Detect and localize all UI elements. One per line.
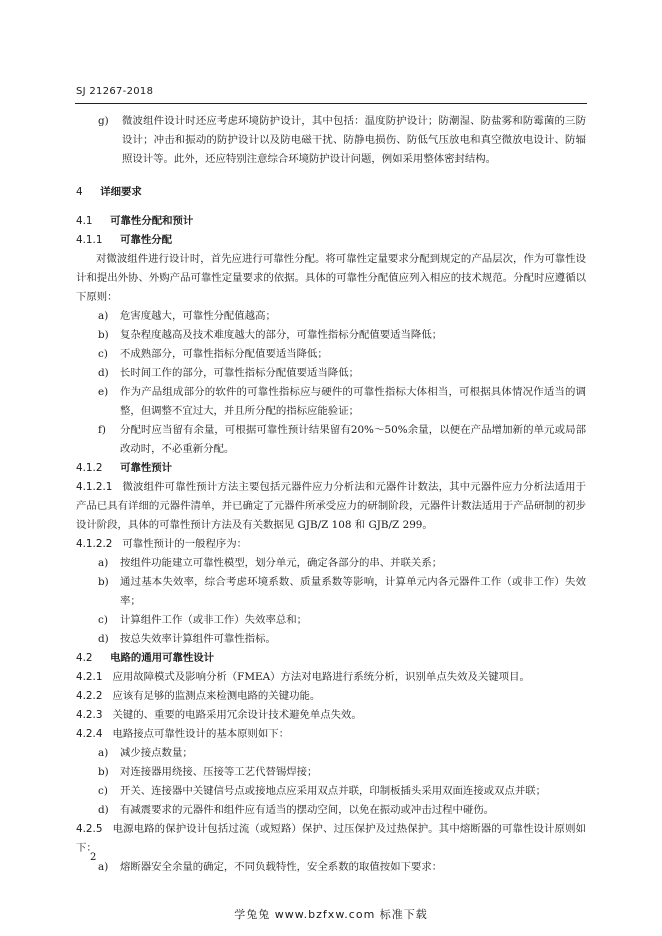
- clause-number: 4.1.2.1: [76, 481, 113, 493]
- clause-4-2-1: [76, 668, 586, 687]
- section-title: 可靠性分配: [120, 234, 173, 246]
- contact-design-list: [76, 744, 586, 820]
- list-item: [76, 763, 586, 782]
- item-label: d): [98, 367, 109, 379]
- item-label: c): [98, 785, 108, 797]
- section-4-2-heading: [76, 649, 586, 668]
- item-text: 开关、连接器中关键信号点或接地点应采用双点并联，印制板插头采用双面连接或双点并联；: [120, 785, 547, 797]
- clause-text: 电源电路的保护设计包括过流（或短路）保护、过压保护及过热保护。其中熔断器的可靠性设计原则如下：: [76, 823, 586, 854]
- item-label: a): [98, 747, 109, 759]
- clause-text: 电路接点可靠性设计的基本原则如下：: [112, 728, 290, 740]
- item-text: 有减震要求的元器件和组件应有适当的摆动空间，以免在振动或冲击过程中碰伤。: [120, 804, 495, 816]
- list-item: [76, 801, 586, 820]
- clause-4-1-2-1: [76, 478, 586, 535]
- item-text: 作为产品组成部分的软件的可靠性指标应与硬件的可靠性指标大体相当，可根据具体情况作适当的调整，但调整不宜过大，并且所分配的指标应能验证；: [120, 386, 586, 417]
- item-label: g): [98, 115, 109, 127]
- item-label: e): [98, 386, 109, 398]
- clause-text: 关键的、重要的电路采用冗余设计技术避免单点失效。: [112, 709, 362, 721]
- item-text: 危害度越大，可靠性分配值越高；: [120, 310, 276, 322]
- section-4-1-2-heading: [76, 459, 586, 478]
- item-text: 复杂程度越高及技术难度越大的部分，可靠性指标分配值要适当降低；: [120, 329, 443, 341]
- clause-number: 4.2.5: [76, 823, 103, 835]
- prediction-steps-list: [76, 554, 586, 649]
- section-number: 4.1: [76, 215, 93, 227]
- clause-4-1-2-2: [76, 535, 586, 554]
- clause-number: 4.1.2.2: [76, 538, 113, 550]
- item-label: b): [98, 329, 109, 341]
- item-label: a): [98, 557, 109, 569]
- list-item: [76, 326, 586, 345]
- list-item: [76, 307, 586, 326]
- list-item: [76, 573, 586, 611]
- clause-4-2-3: [76, 706, 586, 725]
- clause-number: 4.2.1: [76, 671, 103, 683]
- section-number: 4.2: [76, 652, 93, 664]
- item-text: 不成熟部分，可靠性指标分配值要适当降低；: [120, 348, 328, 360]
- item-text: 长时间工作的部分，可靠性指标分配值要适当降低；: [120, 367, 359, 379]
- section-4-heading: [76, 183, 586, 202]
- section-title: 电路的通用可靠性设计: [110, 652, 215, 664]
- item-label: f): [98, 424, 106, 436]
- item-text: 减少接点数量；: [120, 747, 193, 759]
- clause-number: 4.2.3: [76, 709, 103, 721]
- item-text: 通过基本失效率，综合考虑环境系数、质量系数等影响，计算单元内各元器件工作（或非工作）失效率；: [120, 576, 586, 607]
- section-number: 4: [76, 186, 83, 198]
- item-label: c): [98, 614, 108, 626]
- section-title: 可靠性分配和预计: [110, 215, 194, 227]
- clause-number: 4.2.4: [76, 728, 103, 740]
- item-label: d): [98, 633, 109, 645]
- clause-4-2-4: [76, 725, 586, 744]
- list-item: [76, 744, 586, 763]
- list-item: [76, 630, 586, 649]
- section-title: 详细要求: [100, 186, 142, 198]
- fuse-design-list: [76, 858, 586, 877]
- list-item: [76, 611, 586, 630]
- section-4-1-heading: [76, 212, 586, 231]
- item-label: d): [98, 804, 109, 816]
- clause-4-2-2: [76, 687, 586, 706]
- list-item: [76, 364, 586, 383]
- item-text: 对连接器用绕接、压接等工艺代替锡焊接；: [120, 766, 318, 778]
- item-label: a): [98, 861, 109, 873]
- item-text: 按总失效率计算组件可靠性指标。: [120, 633, 276, 645]
- section-number: 4.1.2: [76, 462, 103, 474]
- list-item: [76, 345, 586, 364]
- item-text: 按组件功能建立可靠性模型，划分单元，确定各部分的串、并联关系；: [120, 557, 443, 569]
- list-item: [76, 383, 586, 421]
- item-text: 熔断器安全余量的确定，不同负载特性，安全系数的取值按如下要求：: [120, 861, 443, 873]
- document-code: SJ 21267-2018: [76, 86, 154, 97]
- list-item: [76, 421, 586, 459]
- clause-text: 微波组件可靠性预计方法主要包括元器件应力分析法和元器件计数法，其中元器件应力分析法适用于产品已具有详细的元器件清单，并已确定了元器件所承受应力的研制阶段，元器件计数法适用于产品研制的初步设计阶段，具体的可靠性预计方法及有关数据见 GJB/Z 108 和 GJB/Z 299。: [76, 481, 586, 531]
- section-4-1-1-heading: [76, 231, 586, 250]
- header-rule: [75, 103, 587, 104]
- list-item-g: [76, 112, 586, 169]
- footer-watermark: 学兔兔 www.bzfxw.com 标准下载: [234, 908, 428, 921]
- item-text: 分配时应当留有余量，可根据可靠性预计结果留有20%～50%余量，以便在产品增加新的单元或局部改动时，不必重新分配。: [120, 424, 586, 455]
- clause-text: 可靠性预计的一般程序为：: [122, 538, 248, 550]
- clause-text: 应该有足够的监测点来检测电路的关键功能。: [112, 690, 321, 702]
- allocation-principles-list: [76, 307, 586, 459]
- list-item: [76, 782, 586, 801]
- item-text: 微波组件设计时还应考虑环境防护设计，其中包括：温度防护设计；防潮湿、防盐雾和防霉菌的三防设计；冲击和振动的防护设计以及防电磁干扰、防静电损伤、防低气压放电和真空微放电设计、防辐照设计等。此外，还应特别注意综合环境防护设计问题，例如采用整体密封结构。: [122, 115, 586, 165]
- clause-number: 4.2.2: [76, 690, 103, 702]
- paragraph: 对微波组件进行设计时，首先应进行可靠性分配。将可靠性定量要求分配到规定的产品层次，作为可靠性设计和提出外协、外购产品可靠性定量要求的依据。具体的可靠性分配值应列入相应的技术规范。分配时应遵循以下原则：: [76, 253, 586, 303]
- document-body: [76, 112, 586, 877]
- list-item: [76, 858, 586, 877]
- item-label: c): [98, 348, 108, 360]
- item-label: b): [98, 576, 109, 588]
- clause-4-2-5: [76, 820, 586, 858]
- page-number: 2: [90, 852, 97, 863]
- clause-text: 应用故障模式及影响分析（FMEA）方法对电路进行系统分析，识别单点失效及关键项目。: [112, 671, 530, 683]
- item-label: b): [98, 766, 109, 778]
- item-text: 计算组件工作（或非工作）失效率总和；: [120, 614, 308, 626]
- list-item: [76, 554, 586, 573]
- section-number: 4.1.1: [76, 234, 103, 246]
- section-title: 可靠性预计: [120, 462, 173, 474]
- item-label: a): [98, 310, 109, 322]
